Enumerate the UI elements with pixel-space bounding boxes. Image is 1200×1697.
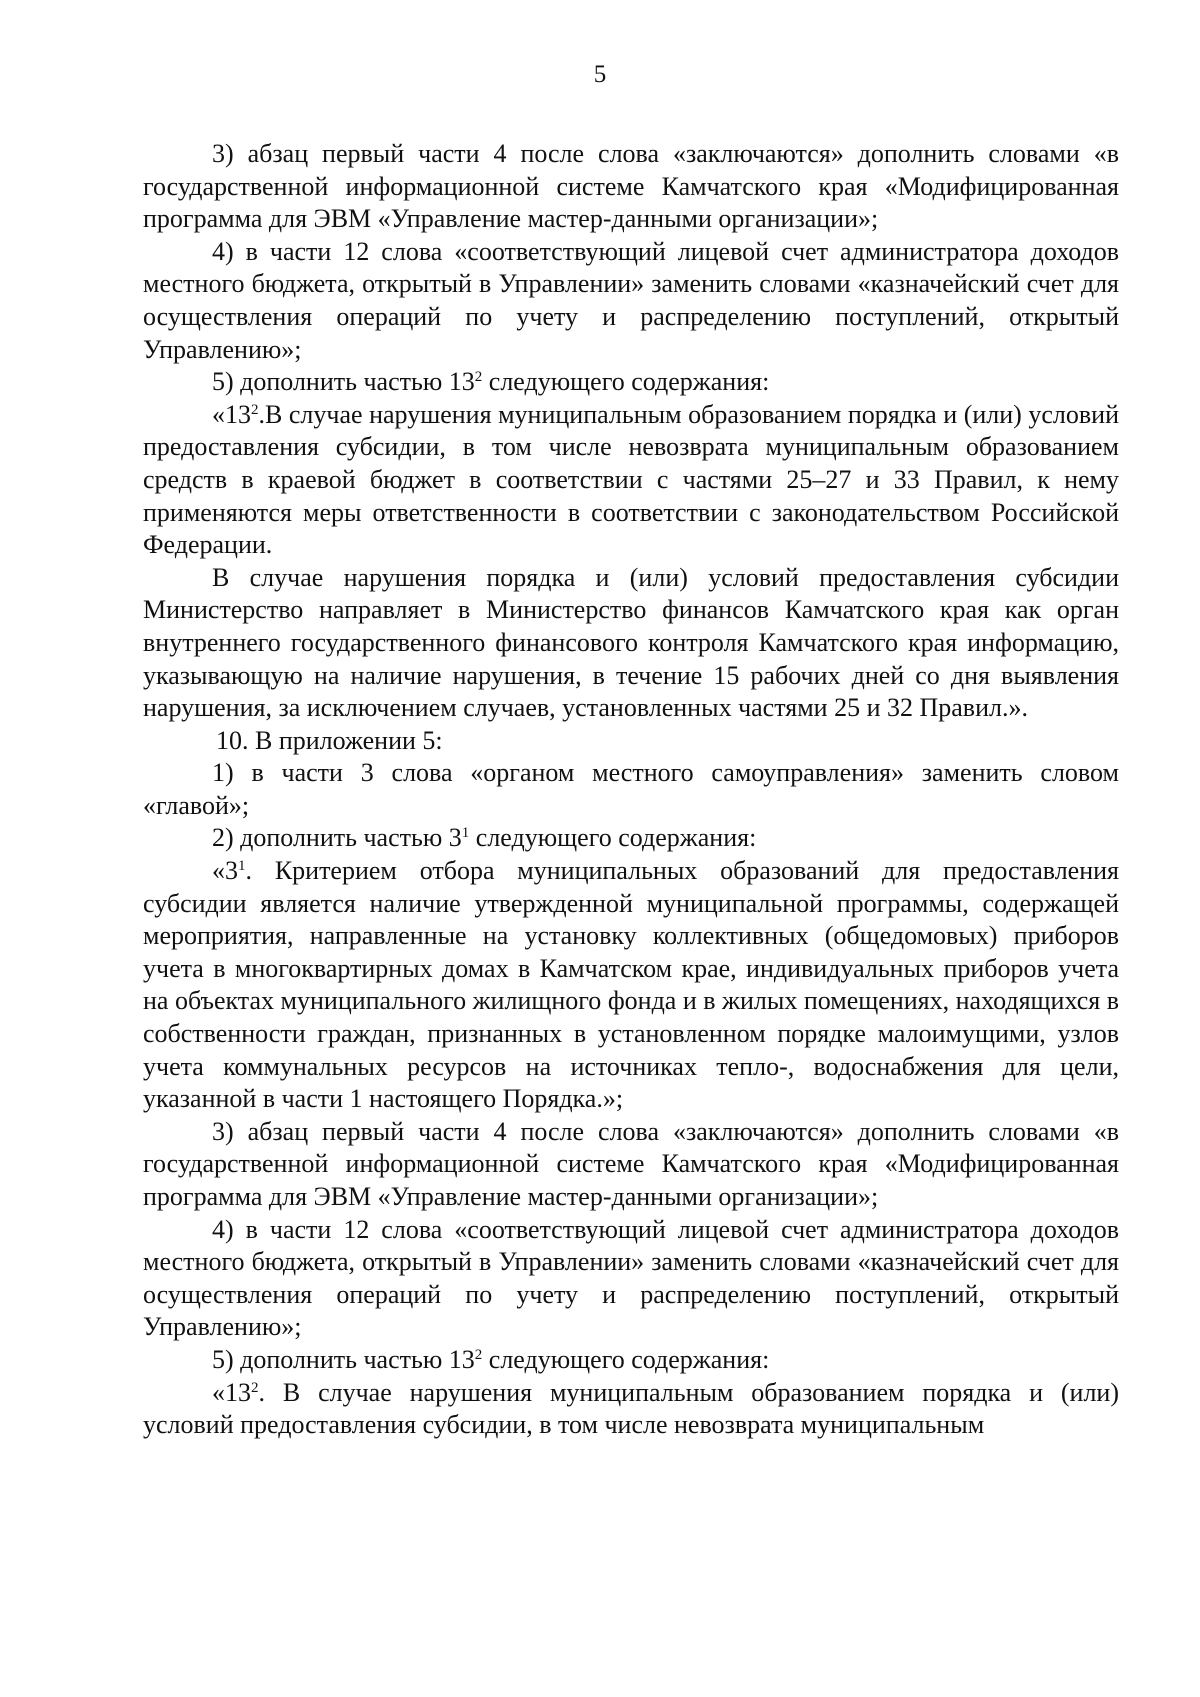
paragraph-text: . В случае нарушения муниципальным образованием порядка и (или) условий предоставления субсидии, в том числе невозврата муниципальным [143, 1377, 1119, 1440]
paragraph-amend-part-12: 4) в части 12 слова «соответствующий лицевой счет администратора доходов местного бюджета, открытый в Управлении» заменить словами «казначейский счет для осуществления операций по учету и распределению поступлений, открытый Управлению»; [143, 236, 1119, 364]
paragraph-amend-part-3: 1) в части 3 слова «органом местного самоуправления» заменить словом «главой»; [143, 758, 1119, 820]
paragraph-text: следующего содержания: [469, 823, 757, 853]
paragraph-amend-part-12-repeat: 4) в части 12 слова «соответствующий лицевой счет администратора доходов местного бюджета, открытый в Управлении» заменить словами «казначейский счет для осуществления операций по учету и распределению поступлений, открытый Управлению»; [143, 1214, 1119, 1342]
superscript: 1 [461, 825, 470, 842]
superscript: 2 [474, 1346, 483, 1363]
paragraph-text: 5) дополнить частью 13 [212, 1344, 475, 1374]
paragraph-add-part-13-2 [143, 366, 1119, 399]
paragraph-text: . Критерием отбора муниципальных образований для предоставления субсидии является наличие утвержденной муниципальной программы, содержащей мероприятия, направленные на установку коллективных (общедомовых) приборов учета в многоквартирных домах в Камчатском крае, индивидуальных приборов учета на объектах муниципального жилищного фонда и в жилых помещениях, находящихся в собственности граждан, признанных в установленном порядке малоимущими, узлов учета коммунальных ресурсов на источниках тепло-, водоснабжения для цели, указанной в части 1 настоящего Порядка.»; [143, 856, 1119, 1114]
paragraph-part-3-1-text [143, 855, 1119, 1116]
paragraph-text: следующего содержания: [482, 1344, 770, 1374]
paragraph-part-13-2-text-repeat [143, 1377, 1119, 1442]
paragraph-add-part-3-1 [143, 822, 1119, 855]
superscript: 2 [251, 1379, 259, 1396]
paragraph-add-part-13-2-repeat [143, 1344, 1119, 1377]
paragraph-appendix-5-heading: 10. В приложении 5: [216, 725, 443, 755]
superscript: 1 [238, 858, 246, 875]
paragraph-text: 2) дополнить частью 3 [212, 823, 462, 853]
superscript: 2 [251, 401, 259, 418]
paragraph-violation-ministry: В случае нарушения порядка и (или) условий предоставления субсидии Министерство направляет в Министерство финансов Камчатского края как орган внутреннего государственного финансового контроля Камчатского края информацию, указывающую на наличие нарушения, в течение 15 рабочих дней со дня выявления нарушения, за исключением случаев, установленных частями 25 и 32 Правил.». [143, 562, 1119, 723]
page-number: 5 [593, 61, 607, 88]
paragraph-text: следующего содержания: [482, 367, 770, 397]
paragraph-amend-part-4-repeat: 3) абзац первый части 4 после слова «заключаются» дополнить словами «в государственной информационной системе Камчатского края «Модифицированная программа для ЭВМ «Управление мастер-данными организации»; [143, 1116, 1119, 1211]
paragraph-text: «3 [212, 856, 238, 886]
paragraph-amend-part-4: 3) абзац первый части 4 после слова «заключаются» дополнить словами «в государственной информационной системе Камчатского края «Модифицированная программа для ЭВМ «Управление мастер-данными организации»; [143, 139, 1119, 234]
paragraph-text: «13 [212, 1377, 251, 1407]
document-body [143, 138, 1119, 1442]
paragraph-part-13-2-text [143, 399, 1119, 562]
paragraph-text: .В случае нарушения муниципальным образованием порядка и (или) условий предоставления субсидии, в том числе невозврата муниципальным образованием средств в краевой бюджет в соответствии с частями 25–27 и 33 Правил, к нему применяются меры ответственности в соответствии с законодательством Российской Федерации. [143, 399, 1119, 560]
superscript: 2 [474, 369, 483, 386]
paragraph-text: «13 [212, 399, 251, 429]
paragraph-text: 5) дополнить частью 13 [212, 367, 475, 397]
